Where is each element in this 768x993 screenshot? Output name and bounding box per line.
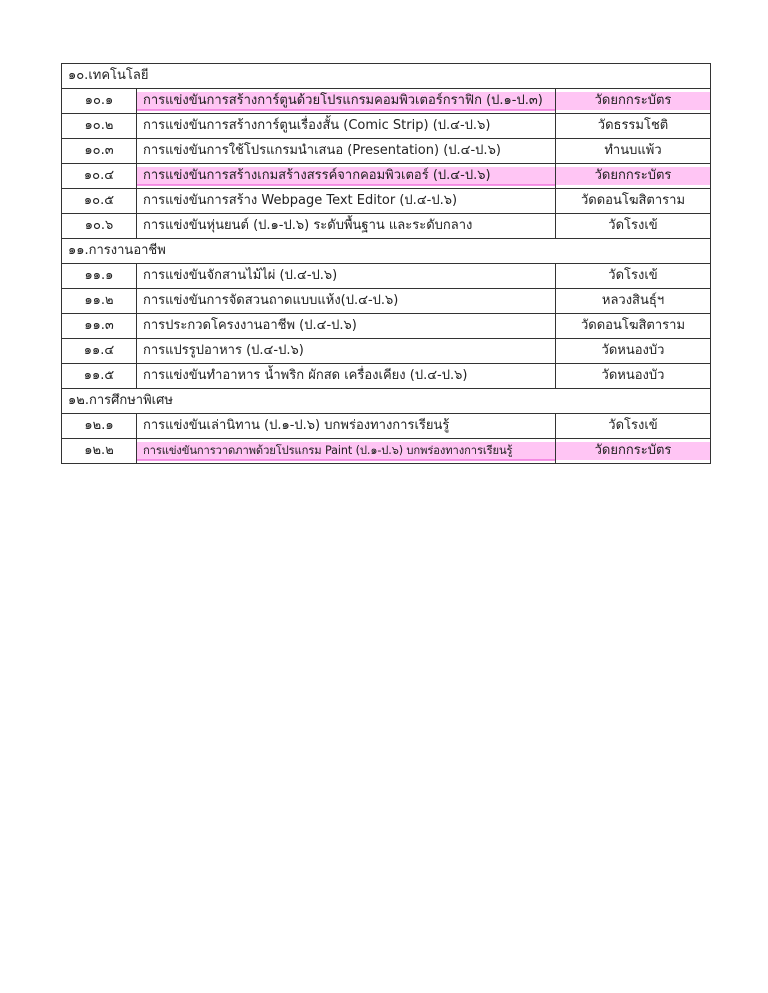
- section-header: ๑๑.การงานอาชีพ: [62, 239, 711, 264]
- section-header: ๑๒.การศึกษาพิเศษ: [62, 389, 711, 414]
- item-venue: วัดโรงเข้: [556, 264, 711, 289]
- table-row: [62, 164, 711, 189]
- table-row: [62, 364, 711, 389]
- item-title: การแข่งขันทำอาหาร น้ำพริก ผักสด เครื่องเคียง (ป.๔-ป.๖): [137, 364, 556, 389]
- item-venue: วัดยกกระบัตร: [556, 164, 711, 189]
- competition-table-body: [62, 64, 711, 464]
- item-title: การแข่งขันการสร้าง Webpage Text Editor (ป.๔-ป.๖): [137, 189, 556, 214]
- item-number: ๑๐.๔: [62, 164, 137, 189]
- table-row: [62, 339, 711, 364]
- item-title: การแข่งขันจักสานไม้ไผ่ (ป.๔-ป.๖): [137, 264, 556, 289]
- item-title: การแข่งขันเล่านิทาน (ป.๑-ป.๖) บกพร่องทางการเรียนรู้: [137, 414, 556, 439]
- item-number: ๑๑.๑: [62, 264, 137, 289]
- item-venue: วัดโรงเข้: [556, 414, 711, 439]
- item-title: การแข่งขันการใช้โปรแกรมนำเสนอ (Presentation) (ป.๔-ป.๖): [137, 139, 556, 164]
- table-row: [62, 89, 711, 114]
- item-number: ๑๒.๒: [62, 439, 137, 464]
- item-number: ๑๐.๕: [62, 189, 137, 214]
- item-venue: วัดดอนโฆสิตาราม: [556, 189, 711, 214]
- table-row: [62, 264, 711, 289]
- table-row: [62, 289, 711, 314]
- item-number: ๑๑.๒: [62, 289, 137, 314]
- table-row: [62, 139, 711, 164]
- item-number: ๑๑.๔: [62, 339, 137, 364]
- item-venue: วัดธรรมโชติ: [556, 114, 711, 139]
- item-venue: วัดโรงเข้: [556, 214, 711, 239]
- item-title: การแข่งขันหุ่นยนต์ (ป.๑-ป.๖) ระดับพื้นฐาน และระดับกลาง: [137, 214, 556, 239]
- table-row: [62, 214, 711, 239]
- item-venue: วัดดอนโฆสิตาราม: [556, 314, 711, 339]
- item-title: การแข่งขันการจัดสวนถาดแบบแห้ง(ป.๔-ป.๖): [137, 289, 556, 314]
- item-venue: วัดยกกระบัตร: [556, 89, 711, 114]
- item-venue: หลวงสินธุ์ฯ: [556, 289, 711, 314]
- section-header-row: [62, 389, 711, 414]
- item-title: การแข่งขันการสร้างการ์ตูนเรื่องสั้น (Comic Strip) (ป.๔-ป.๖): [137, 114, 556, 139]
- table-row: [62, 189, 711, 214]
- item-number: ๑๐.๓: [62, 139, 137, 164]
- competition-table: [61, 63, 711, 464]
- item-number: ๑๒.๑: [62, 414, 137, 439]
- table-row: [62, 314, 711, 339]
- item-number: ๑๐.๖: [62, 214, 137, 239]
- section-header-row: [62, 64, 711, 89]
- item-number: ๑๑.๓: [62, 314, 137, 339]
- item-venue: วัดยกกระบัตร: [556, 439, 711, 464]
- table-row: [62, 439, 711, 464]
- section-header-row: [62, 239, 711, 264]
- item-title: การแข่งขันการสร้างเกมสร้างสรรค์จากคอมพิวเตอร์ (ป.๔-ป.๖): [137, 164, 556, 189]
- item-title: การแปรรูปอาหาร (ป.๔-ป.๖): [137, 339, 556, 364]
- item-venue: ทำนบแพ้ว: [556, 139, 711, 164]
- item-title: การแข่งขันการวาดภาพด้วยโปรแกรม Paint (ป.๑-ป.๖) บกพร่องทางการเรียนรู้: [137, 439, 556, 464]
- item-number: ๑๑.๕: [62, 364, 137, 389]
- item-number: ๑๐.๑: [62, 89, 137, 114]
- item-number: ๑๐.๒: [62, 114, 137, 139]
- table-row: [62, 414, 711, 439]
- item-title: การแข่งขันการสร้างการ์ตูนด้วยโปรแกรมคอมพิวเตอร์กราฟิก (ป.๑-ป.๓): [137, 89, 556, 114]
- item-title: การประกวดโครงงานอาชีพ (ป.๔-ป.๖): [137, 314, 556, 339]
- section-header: ๑๐.เทคโนโลยี: [62, 64, 711, 89]
- table-row: [62, 114, 711, 139]
- item-venue: วัดหนองบัว: [556, 339, 711, 364]
- item-venue: วัดหนองบัว: [556, 364, 711, 389]
